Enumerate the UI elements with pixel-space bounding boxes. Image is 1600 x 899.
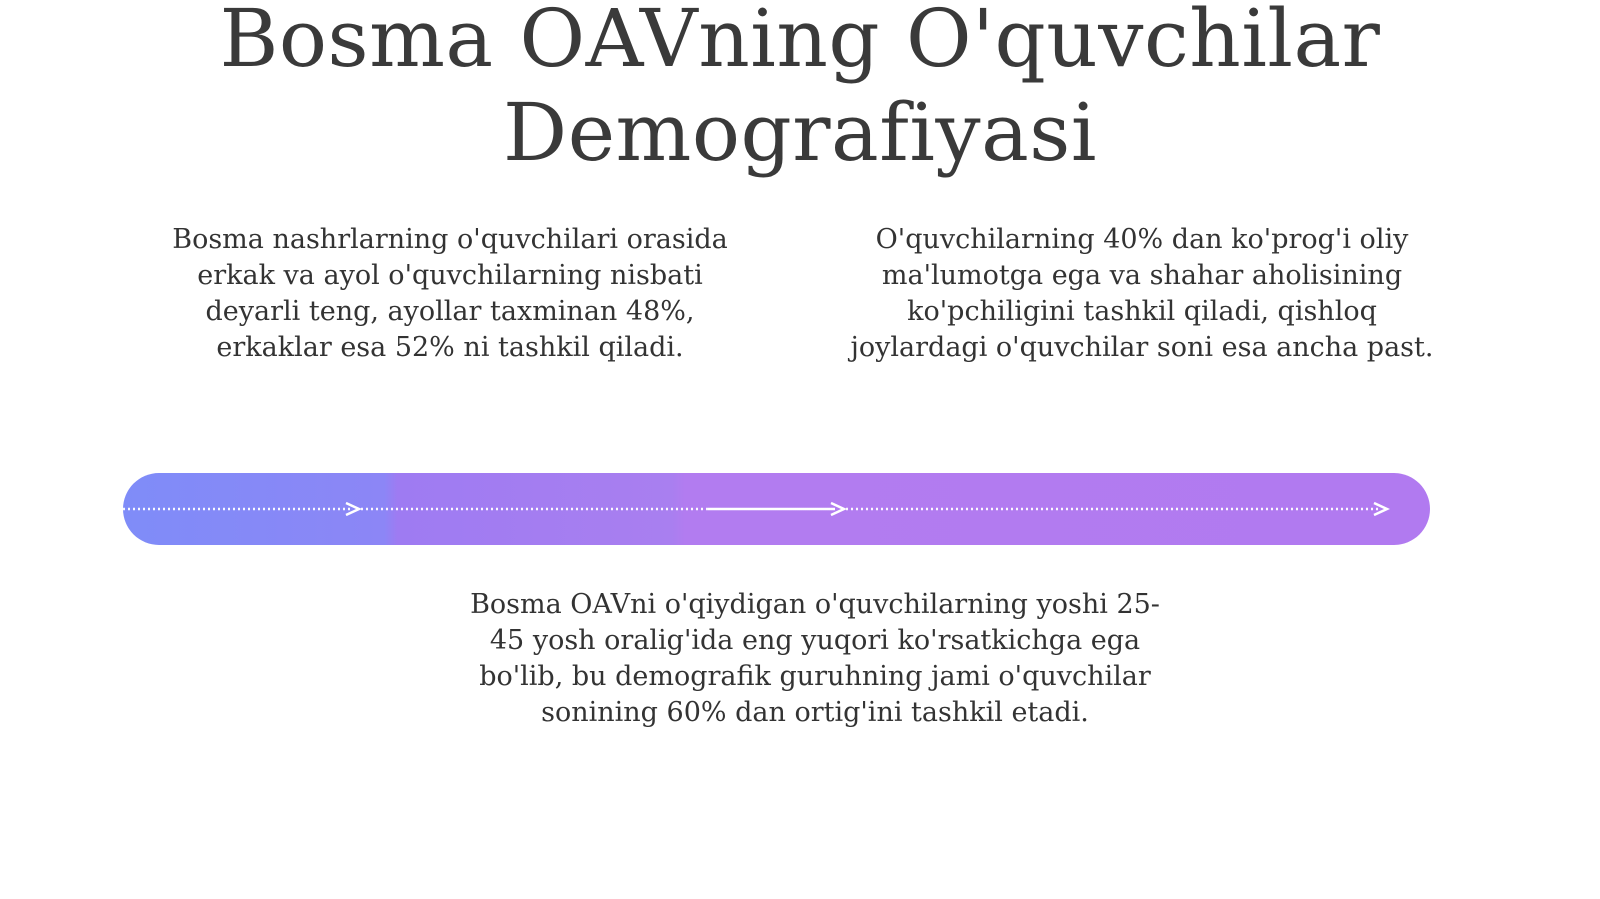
arrow-icon-1 <box>346 503 359 515</box>
arrow-icon-3 <box>1374 503 1387 515</box>
education-paragraph: O'quvchilarning 40% dan ko'prog'i oliy ma'lumotga ega va shahar aholisining ko'pchiligini tashkil qiladi, qishloq joylardagi o'quvchilar soni esa ancha past. <box>850 224 1434 363</box>
timeline-arrows <box>123 473 1430 545</box>
gender-paragraph: Bosma nashrlarning o'quvchilari orasida erkak va ayol o'quvchilarning nisbati deyarli teng, ayollar taxminan 48%, erkaklar esa 52% ni tashkil qiladi. <box>172 224 728 363</box>
age-paragraph: Bosma OAVni o'qiydigan o'quvchilarning yoshi 25-45 yosh oralig'ida eng yuqori ko'rsatkichga ega bo'lib, bu demografik guruhning jami o'quvchilar sonining 60% dan ortig'ini tashkil etadi. <box>470 589 1160 728</box>
timeline-bar <box>123 473 1430 545</box>
page-title: Bosma OAVning O'quvchilar Demografiyasi <box>219 0 1381 179</box>
